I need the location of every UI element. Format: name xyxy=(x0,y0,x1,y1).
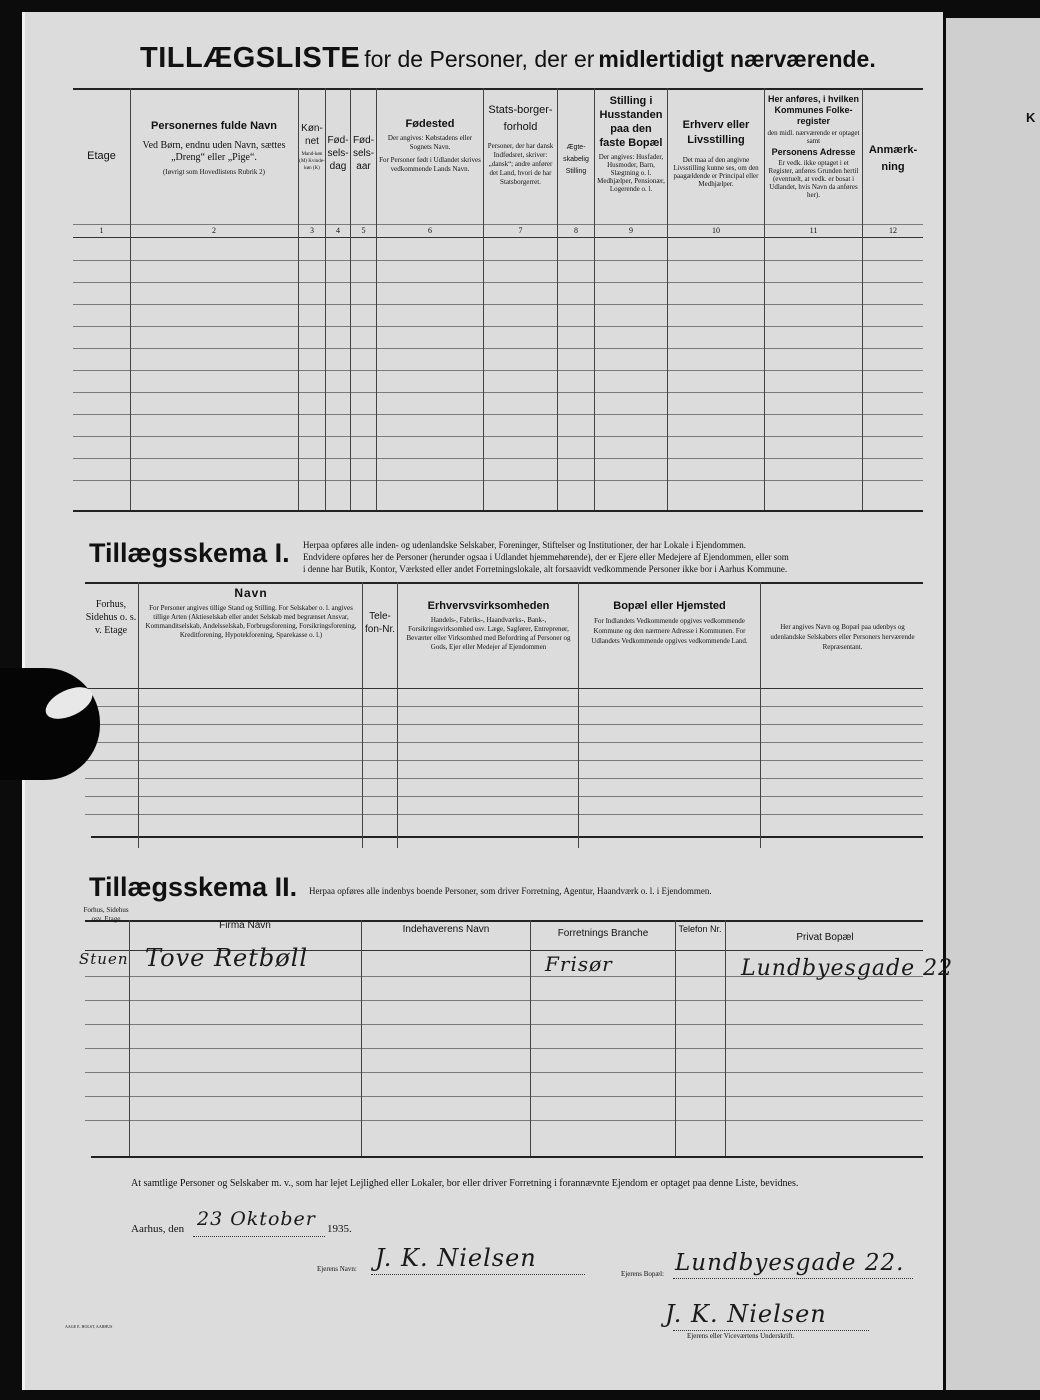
census-form-page: TILLÆGSLISTE for de Personer, der er midlertidigt nærværende. Etage 1 Personernes fulde Navn Ved Børn, endnu uden Navn, sættes „Dreng“ eller „Pige“. (Iøvrigt som Hovedlistens Rubrik 2) 2 Køn-net Mand-køn (M) Kvinde-køn (K) 3 Fød-sels-dag 4 Fød-sels-aar 5 Fødested Der angives: Købstadens eller Sognets Navn. For Personer født i Udlandet skrives vedkommende Lands Navn. 6 Stats-borger-forhold Personer, der har dansk Indfødsret, skriver: „dansk“; andre anfører det Land, hvori de har Statsborgerret. 7 Ægte-skabelig Stilling 8 Stilling i Husstanden paa den faste Bopæl Der angives: Husfader, Husmoder, Barn, Slægtning o. l. Medhjælper, Pensionær, Logerende o. l. 9 Erhverv eller Livsstilling Det maa af den angivne Livsstilling kunne ses, om den paagældende er Principal eller Medhjælper. 10 Her anføres, i hvilken Kommunes Folke-register den midl. nærværende er optaget samt Personens Adresse Er vedk. ikke optaget i et Register, anføres Grunden hertil (eventuelt, at vedk. er bosat i Udlandet, hvis Navn da anføres her). 11 Anmærk-ning 12 Tillægsskema I. Herpaa opføres alle inden- og udenlandske Selskaber, Foreninger, Stiftelser og Institutioner, der har Lokale i Ejendommen. Endvidere opføres her de Personer (herunder ogsaa i Udlandet hjemmehørende), der er Ejere eller Medejere af Ejendommen, eller som i denne har Butik, Kontor, Værksted eller andet Forretningslokale, alt forsaavidt vedkommende Personer ikke bor i Aarhus Kommune. Forhus, Sidehus o. s. v. Etage Navn For Personer angives tillige Stand og Stilling. For Selskaber o. l. angives tillige Arten (Aktieselskab eller andet Selskab med begrænset Ansvar, Kommanditselskab, Andelsselskab, Forbrugsforening, Forsikringsforening, Kreditforening, Hypotekforening, Sparekasse o. l.) Tele-fon-Nr. Erhvervsvirksomheden Handels-, Fabriks-, Haandværks-, Bank-, Forsikringsvirksomhed osv. Læge, Sagfører, Entreprenør, Beværter eller Virksomhed med Befordring af Personer og Gods, Ejer eller Medejer af Ejendommen Bopæl eller Hjemsted For Indlandets Vedkommende opgives vedkommende Kommune og den nærmere Adresse i Kommunen. For Udlandets Vedkommende opgives vedkommende Land. Her angives Navn og Bopæl paa udenbys og udenlandske Selskabers eller Personers herværende Repræsentant. Tillægsskema II. Herpaa opføres alle indenbys boende Personer, som driver Forretning, Agentur, Haandværk o. l. i Ejendommen. Forhus, Sidehus osv. Etage Firma Navn Indehaverens Navn Forretnings Branche Telefon Nr. Privat Bopæl Stuen Tove Retbøll Frisør Lundbyesgade 22 At samtlige Personer og Selskaber m. v., som har lejet Lejlighed eller Lokaler, bor eller driver Forretning i forannævnte Ejendom er optaget paa denne Liste, bevidnes. Aarhus, den 23 Oktober 1935. Ejerens Navn: J. K. Nielsen Ejerens Bopæl: Lundbyesgade 22. J. K. Nielsen Ejerens eller Viceværtens Underskrift. AAGE E. HOLST, AARHUS xyxy=(22,12,943,1390)
main-title: TILLÆGSLISTE for de Personer, der er midlertidigt nærværende. xyxy=(140,42,876,74)
s1-header-erhverv: Erhvervsvirksomheden Handels-, Fabriks-, Haandværks-, Bank-, Forsikringsvirksomhed osv. Læge, Sagfører, Entreprenør, Beværter eller Virksomhed med Befordring af Personer og Gods, Ejer eller Medejer af Ejendommen xyxy=(406,600,571,651)
schema2-description: Herpaa opføres alle indenbys boende Personer, som driver Forretning, Agentur, Haandværk o. l. i Ejendommen. xyxy=(309,886,712,896)
signature-handwritten: J. K. Nielsen xyxy=(665,1300,827,1328)
s1-header-repraesentant: Her angives Navn og Bopæl paa udenbys og udenlandske Selskabers eller Personers herværende Repræsentant. xyxy=(770,623,915,651)
s2-header-etage: Forhus, Sidehus osv. Etage xyxy=(83,906,129,923)
header-folkeregister: Her anføres, i hvilken Kommunes Folke-register den midl. nærværende er optaget samt Personens Adresse Er vedk. ikke optaget i et Register, anføres Grunden hertil (eventuelt, at vedk. er bosat i Udlandet, hvis Navn da anføres her). xyxy=(767,94,860,199)
s2-row1-branche: Frisør xyxy=(545,952,613,976)
s2-row1-bopael: Lundbyesgade 22 xyxy=(741,956,954,981)
attestation-text: At samtlige Personer og Selskaber m. v., som har lejet Lejlighed eller Lokaler, bor eller driver Forretning i forannævnte Ejendom er optaget paa denne Liste, bevidnes. xyxy=(131,1178,799,1189)
header-statsborgerforhold: Stats-borger-forhold Personer, der har dansk Indfødsret, skriver: „dansk“; andre anfører det Land, hvori de har Statsborgerret. xyxy=(487,104,554,186)
owner-name-label: Ejerens Navn: xyxy=(317,1265,357,1273)
owner-address-handwritten: Lundbyesgade 22. xyxy=(675,1250,905,1276)
header-stilling-husstand: Stilling i Husstanden paa den faste Bopæl Der angives: Husfader, Husmoder, Barn, Slægtning o. l. Medhjælper, Pensionær, Logerende o. l. xyxy=(597,95,665,193)
header-anmaerkning: Anmærk-ning xyxy=(868,144,918,173)
header-foedselsdag: Fød-sels-dag xyxy=(327,135,349,172)
s1-header-bopael: Bopæl eller Hjemsted For Indlandets Vedkommende opgives vedkommende Kommune og den nærmere Adresse i Kommunen. For Udlandets Vedkommende opgives vedkommende Land. xyxy=(591,600,748,645)
printer-imprint: AAGE E. HOLST, AARHUS xyxy=(65,1324,113,1329)
year-label: 1935. xyxy=(327,1223,352,1235)
owner-address-label: Ejerens Bopæl: xyxy=(621,1270,664,1278)
header-etage: Etage xyxy=(87,150,116,162)
schema1-title: Tillægsskema I. xyxy=(89,538,290,568)
header-erhverv: Erhverv eller Livsstilling Det maa af den angivne Livsstilling kunne ses, om den paagældende er Principal eller Medhjælper. xyxy=(673,119,759,188)
s1-header-etage: Forhus, Sidehus o. s. v. Etage xyxy=(85,599,137,636)
adjacent-page xyxy=(946,18,1040,1390)
header-navn: Personernes fulde Navn Ved Børn, endnu uden Navn, sættes „Dreng“ eller „Pige“. (Iøvrigt som Hovedlistens Rubrik 2) xyxy=(142,120,286,176)
header-aegteskabelig: Ægte-skabelig Stilling xyxy=(563,144,589,175)
s2-row1-etage: Stuen xyxy=(79,950,129,968)
signature-label: Ejerens eller Viceværtens Underskrift. xyxy=(687,1332,795,1340)
header-foedselsaar: Fød-sels-aar xyxy=(352,135,375,172)
date-handwritten: 23 Oktober xyxy=(197,1208,316,1230)
s2-header-privat-bopael: Privat Bopæl xyxy=(796,932,854,943)
place-label: Aarhus, den xyxy=(131,1223,185,1235)
s2-header-indehaver: Indehaverens Navn xyxy=(402,924,490,935)
owner-name-handwritten: J. K. Nielsen xyxy=(375,1244,537,1272)
s2-header-branche: Forretnings Branche xyxy=(557,928,649,939)
s1-header-telefon: Tele-fon-Nr. xyxy=(364,611,395,635)
s2-header-telefon: Telefon Nr. xyxy=(678,924,722,934)
s1-header-navn: Navn For Personer angives tillige Stand og Stilling. For Selskaber o. l. angives tillige Arten (Aktieselskab eller andet Selskab med begrænset Ansvar, Kommanditselskab, Andelsselskab, Forbrugsforening, Forsikringsforening, Kreditforening, Hypotekforening, Sparekasse o. l.) xyxy=(145,586,357,639)
schema1-description: Herpaa opføres alle inden- og udenlandske Selskaber, Foreninger, Stiftelser og Institutioner, der har Lokale i Ejendommen. Endvidere opføres her de Personer (herunder ogsaa i Udlandet hjemmehørende), der er Ejere eller Medejere af Ejendommen, eller som i denne har Butik, Kontor, Værksted eller andet Forretningslokale, alt forsaavidt vedkommende Personer ikke bor i Aarhus Kommune. xyxy=(303,540,789,574)
s2-row1-firma: Tove Retbøll xyxy=(145,944,309,972)
schema2-title: Tillægsskema II. xyxy=(89,872,298,902)
header-koen: Køn-net Mand-køn (M) Kvinde-køn (K) xyxy=(299,123,325,171)
header-foedested: Fødested Der angives: Købstadens eller Sognets Navn. For Personer født i Udlandet skrives vedkommende Lands Navn. xyxy=(379,118,481,173)
adjacent-page-letter: K xyxy=(1026,110,1036,125)
s2-header-firma: Firma Navn xyxy=(219,920,271,931)
